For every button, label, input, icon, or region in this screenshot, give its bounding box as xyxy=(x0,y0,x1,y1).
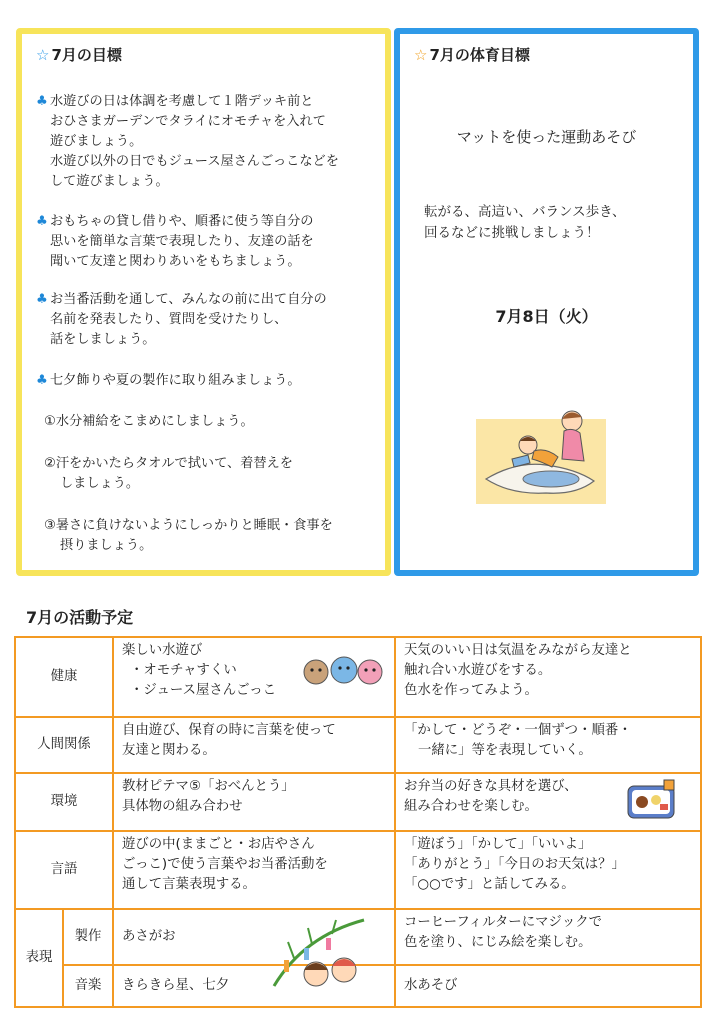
content-cell: あさがお xyxy=(113,909,395,965)
bento-box-icon xyxy=(626,778,682,824)
star-icon: ☆ xyxy=(36,46,50,64)
club-icon: ♣ xyxy=(36,373,48,388)
notes-cell: コーヒーフィルターにマジックで 色を塗り、にじみ絵を楽しむ。 xyxy=(395,909,701,965)
pe-activity: マットを使った運動あそび xyxy=(456,128,637,146)
kids-characters-illustration xyxy=(302,648,384,690)
health-tip: ③暑さに負けないようにしっかりと睡眠・食事を 摂りましょう。 xyxy=(44,518,333,553)
category-cell: 言語 xyxy=(15,831,113,909)
table-row xyxy=(15,909,701,965)
table-row xyxy=(15,773,701,831)
mat-exercise-illustration xyxy=(476,399,606,504)
content-cell: きらきら星、七夕 xyxy=(113,965,395,1007)
goal-item: ♣ 水遊びの日は体調を考慮して１階デッキ前と おひさまガーデンでタライにオモチャを入れて 遊びましょう。 水遊び以外の日でもジュース屋さんごっこなどを して遊びましょう。 xyxy=(36,94,339,189)
subcategory-cell: 音楽 xyxy=(63,965,113,1007)
schedule-title: 7月の活動予定 xyxy=(26,608,134,627)
table-row xyxy=(15,831,701,909)
goal-item: ♣ 七夕飾りや夏の製作に取り組みましょう。 xyxy=(50,371,377,391)
monthly-goals-box xyxy=(16,28,391,576)
pe-date: 7月8日（火） xyxy=(495,307,598,326)
notes-cell: 天気のいい日は気温をみながら友達と 触れ合い水遊びをする。 色水を作ってみよう。 xyxy=(395,637,701,717)
goal-item: ♣ お当番活動を通して、みんなの前に出て自分の 名前を発表したり、質問を受けたりし、 話をしましょう。 xyxy=(36,292,327,347)
category-cell: 人間関係 xyxy=(15,717,113,773)
content-cell: 教材ピテマ⑤「おべんとう」 具体物の組み合わせ xyxy=(113,773,395,831)
notes-cell: 「遊ぼう」「かして」「いいよ」 「ありがとう」「今日のお天気は？」 「○○です」と話してみる。 xyxy=(395,831,701,909)
health-tip: ①水分補給をこまめにしましょう。 xyxy=(44,414,254,429)
category-cell: 環境 xyxy=(15,773,113,831)
club-icon: ♣ xyxy=(36,214,48,229)
pe-description: 転がる、高這い、バランス歩き、 回るなどに挑戦しましょう！ xyxy=(424,204,626,241)
content-cell: 楽しい水遊び ・オモチャすくい ・ジュース屋さんごっこ xyxy=(113,637,395,717)
club-icon: ♣ xyxy=(36,292,48,307)
table-row xyxy=(15,965,701,1007)
schedule-table xyxy=(14,636,702,1008)
table-row xyxy=(15,637,701,717)
health-tip: ②汗をかいたらタオルで拭いて、着替えを しましょう。 xyxy=(44,456,293,491)
notes-cell: お弁当の好きな具材を選び、 組み合わせを楽しむ。 xyxy=(395,773,701,831)
club-icon: ♣ xyxy=(36,94,48,109)
category-cell: 表現 xyxy=(15,909,63,1007)
star-icon: ☆ xyxy=(414,46,428,64)
pe-goal-title: ☆ 7月の体育目標 xyxy=(414,46,530,64)
content-cell: 遊びの中(ままごと・お店やさん ごっこ)で使う言葉やお当番活動を 通して言葉表現する。 xyxy=(113,831,395,909)
notes-cell: 「かして・どうぞ・一個ずつ・順番・ 一緒に」等を表現していく。 xyxy=(395,717,701,773)
notes-cell: 水あそび xyxy=(395,965,701,1007)
goal-item: ♣ おもちゃの貸し借りや、順番に使う等自分の 思いを簡単な言葉で表現したり、友達の話を 聞いて友達と関わりあいをもちましょう。 xyxy=(36,214,314,269)
subcategory-cell: 製作 xyxy=(63,909,113,965)
content-cell: 自由遊び、保育の時に言葉を使って 友達と関わる。 xyxy=(113,717,395,773)
pe-goal-box xyxy=(394,28,699,576)
category-cell: 健康 xyxy=(15,637,113,717)
table-row xyxy=(15,717,701,773)
monthly-goals-title: ☆ 7月の目標 xyxy=(36,46,122,64)
